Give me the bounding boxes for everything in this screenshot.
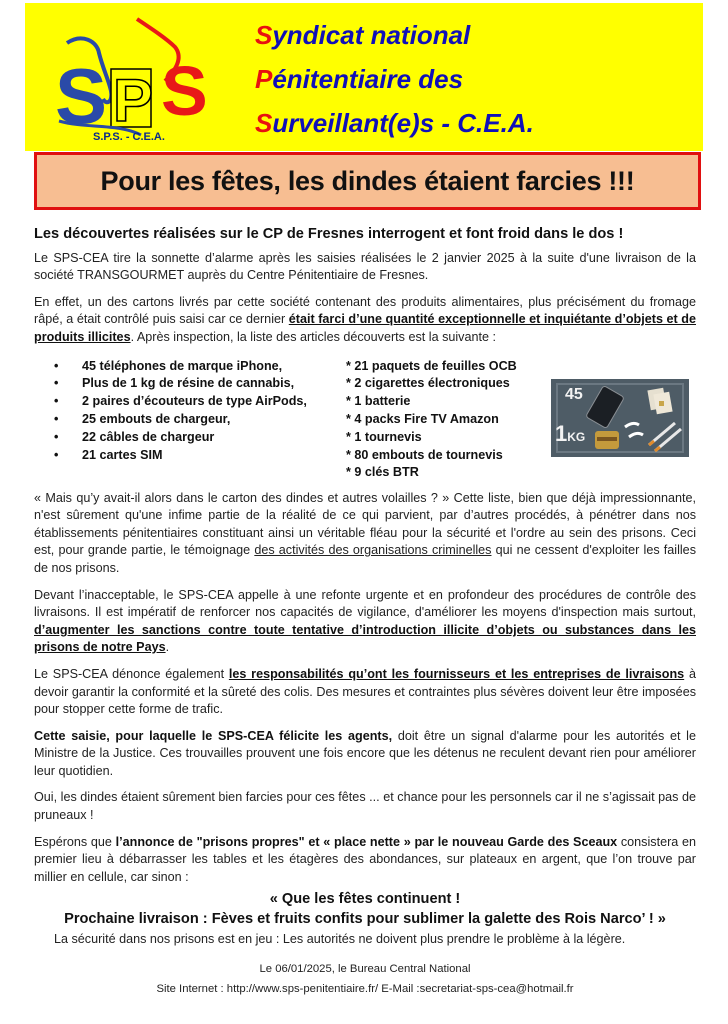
seized-items-photo bbox=[551, 379, 689, 457]
bullet-icon: • bbox=[54, 447, 59, 462]
list-item: * 2 cigarettes électroniques bbox=[346, 376, 510, 391]
email-label: E-Mail : bbox=[378, 983, 420, 996]
union-name-line-3 bbox=[255, 101, 534, 145]
subheading: Les découvertes réalisées sur le CP de Fresnes interrogent et font froid dans le dos ! bbox=[34, 226, 624, 242]
emphasis-text: d’augmenter les sanctions contre toute tentative d’introduction illicite d’objets ou substances dans les prisons de notre Pays bbox=[34, 622, 696, 655]
emphasis-text: les responsabilités qu’ont les fournisseurs et les entreprises de livraisons bbox=[228, 666, 685, 681]
bullet-icon: • bbox=[54, 429, 59, 444]
list-item: * 80 embouts de tournevis bbox=[346, 447, 503, 462]
line-text: énitentiaire des bbox=[272, 64, 464, 94]
photo-label-weight: 1KG bbox=[555, 421, 586, 446]
logo-letter-p: P bbox=[113, 67, 154, 134]
text: . bbox=[165, 640, 170, 655]
seized-items-list-right bbox=[346, 358, 517, 483]
list-item: * 4 packs Fire TV Amazon bbox=[346, 411, 499, 426]
footer bbox=[34, 959, 696, 999]
contact-label: Site Internet : bbox=[156, 983, 227, 996]
emphasis-text: était farci d’une quantité exceptionnelle et inquiétante d’objets et de produits illicites bbox=[34, 312, 696, 344]
paragraph-responsibilities bbox=[34, 666, 696, 719]
item-text: 2 paires d’écouteurs de type AirPods, bbox=[82, 394, 307, 409]
text: qui ne cessent d'exploiter les failles de nos prisons. bbox=[34, 543, 696, 575]
list-item bbox=[54, 375, 307, 393]
list-item: * 21 paquets de feuilles OCB bbox=[346, 358, 517, 373]
paragraph-question bbox=[34, 490, 696, 578]
union-name-line-2 bbox=[255, 57, 534, 101]
sps-logo bbox=[37, 11, 227, 143]
list-item bbox=[54, 358, 307, 376]
list-item bbox=[54, 393, 307, 411]
item-text: 45 téléphones de marque iPhone, bbox=[82, 358, 283, 373]
website-link[interactable]: http://www.sps-penitentiaire.fr/ bbox=[226, 983, 379, 996]
photo-label-count: 45 bbox=[565, 386, 583, 403]
bullet-icon: • bbox=[54, 394, 59, 409]
signature: Le 06/01/2025, le Bureau Central National bbox=[259, 963, 471, 976]
bold-text: l’annonce de "prisons propres" et « place nette » par le nouveau Garde des Sceaux bbox=[115, 834, 618, 849]
paragraph-congratulations bbox=[34, 728, 696, 781]
text: consistera en premier lieu à débarrasser les tables et les étagères des abondances, sur plateaux en argent, que l’on trouve par millier en cellule, car sinon : bbox=[34, 834, 697, 884]
text: « Mais qu’y avait-il alors dans le carton des dindes et autres volailles ? » Cette liste, bien que déjà impressionnante, n'est sûrement qu'une infime partie de la réalité de ce qui parvient, par d’autres procédés, à pénétrer dans nos établissements pénitentiaires constituant ainsi un véritable fléau pour la sécurité et l'ordre au sein des prisons. Ceci est, pour grande partie, le témoignage bbox=[34, 490, 696, 558]
text: à devoir garantir la conformité et la sûreté des colis. Des mesures et contraintes plus sévères doivent leur être imposées pour stopper cette forme de trafic. bbox=[34, 666, 696, 717]
email-link[interactable]: secretariat-sps-cea@hotmail.fr bbox=[419, 983, 574, 996]
line-text: yndicat national bbox=[272, 20, 471, 50]
list-item bbox=[54, 429, 307, 447]
paragraph-discovery bbox=[34, 294, 696, 347]
union-name-line-1 bbox=[255, 13, 534, 57]
logo-caption: S.P.S. - C.E.A. bbox=[93, 131, 165, 143]
contact-line bbox=[34, 979, 696, 999]
bold-text: Cette saisie, pour laquelle le SPS-CEA félicite les agents, bbox=[34, 728, 393, 743]
item-text: 21 cartes SIM bbox=[82, 447, 163, 462]
paragraph-irony: Oui, les dindes étaient sûrement bien farcies pour ces fêtes ... et chance pour les personnels car il ne s’agissait pas de pruneaux ! bbox=[34, 790, 696, 823]
bullet-icon: • bbox=[54, 376, 59, 391]
initial-letter: S bbox=[255, 108, 273, 138]
item-text: Plus de 1 kg de résine de cannabis, bbox=[82, 376, 295, 391]
seized-items-list-left bbox=[54, 358, 307, 465]
paragraph-hope bbox=[34, 834, 696, 887]
quote-line-1: « Que les fêtes continuent ! bbox=[269, 891, 461, 908]
initial-letter: P bbox=[255, 64, 273, 94]
list-item bbox=[54, 447, 307, 465]
initial-letter: S bbox=[255, 20, 273, 50]
text: Devant l’inacceptable, le SPS-CEA appelle à une refonte urgente et en profondeur des procédures de contrôle des livraisons. Il est impératif de renforcer nos capacités de vigilance, d'améliorer les moyens d'inspection mais surtout, bbox=[34, 587, 696, 620]
cannabis-resin-icon bbox=[595, 431, 619, 449]
list-item: * 1 batterie bbox=[346, 394, 411, 409]
quote-line-2: Prochaine livraison : Fèves et fruits confits pour sublimer la galette des Rois Narco’ ! » bbox=[64, 911, 666, 928]
paragraph-intro: Le SPS-CEA tire la sonnette d’alarme après les saisies réalisées le 2 janvier 2025 à la suite d'une livraison de la société TRANSGOURMET auprès du Centre Pénitentiaire de Fresnes. bbox=[34, 250, 696, 283]
bullet-icon: • bbox=[54, 411, 59, 426]
text: En effet, un des cartons livrés par cette société contenant des produits alimentaires, plus précisément du fromage râpé, a était contrôlé puis saisi car ce dernier bbox=[34, 294, 696, 327]
text: Le SPS-CEA dénonce également bbox=[34, 666, 229, 681]
text: . Après inspection, la liste des articles découverts est la suivante : bbox=[130, 329, 496, 344]
text: Espérons que bbox=[34, 834, 116, 849]
line-text: urveillant(e)s - C.E.A. bbox=[272, 108, 534, 138]
logo-letter-s1: S bbox=[55, 52, 108, 140]
closing-statement: La sécurité dans nos prisons est en jeu : Les autorités ne doivent plus prendre le problème à la légère. bbox=[54, 932, 626, 947]
paragraph-call-to-action bbox=[34, 587, 696, 657]
list-item bbox=[54, 411, 307, 429]
title-box bbox=[34, 152, 701, 210]
text: doit être un signal d'alarme pour les autorités et le Ministre de la Justice. Ces trouvailles prouvent une fois encore que les détenus ne reculent devant rien pour améliorer leur quotidien. bbox=[34, 728, 696, 778]
item-text: 25 embouts de chargeur, bbox=[82, 411, 231, 426]
underlined-text: des activités des organisations criminelles bbox=[254, 543, 492, 558]
logo-letter-s2: S bbox=[161, 52, 208, 130]
list-item: * 9 clés BTR bbox=[346, 465, 419, 480]
list-item: * 1 tournevis bbox=[346, 429, 422, 444]
item-text: 22 câbles de chargeur bbox=[82, 429, 215, 444]
page-title: Pour les fêtes, les dindes étaient farcies !!! bbox=[100, 165, 635, 196]
union-name bbox=[255, 13, 534, 145]
article-body bbox=[34, 226, 696, 999]
header-banner bbox=[25, 3, 703, 151]
bullet-icon: • bbox=[54, 358, 59, 373]
